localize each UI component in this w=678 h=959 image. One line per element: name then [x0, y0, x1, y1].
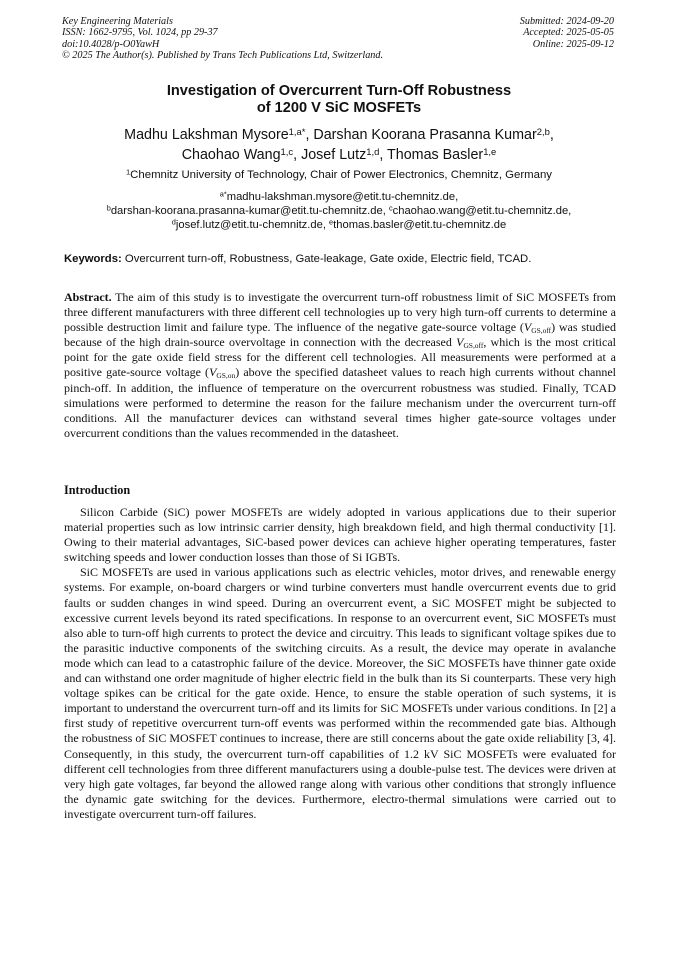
doi-line: doi:10.4028/p-O0YawH [62, 38, 160, 50]
author-name: Madhu Lakshman Mysore [124, 127, 289, 143]
abstract [64, 290, 616, 441]
email-line-2 [0, 204, 678, 218]
symbol-vgs-off: $V_{GS,off}$ [456, 335, 484, 351]
copyright-line: © 2025 The Author(s). Published by Trans Tech Publications Ltd, Switzerland. [62, 50, 384, 62]
accepted-date: Accepted: 2025-05-05 [523, 27, 614, 39]
abstract-text: ) above the specified datasheet values to reach high currents without channel pinch-off. In addition, the influence of temperature on the overcurrent robustness was studied. Finally, TCAD simulations were performed to determine the reason for the failure mechanism under the overcurrent turn-off conditions. All the manufacturer devices can withstand several times higher gate-source voltages under overcurrent conditions than the values recommended in the datasheet. [64, 365, 616, 440]
journal-header [62, 16, 383, 62]
author-name: Josef Lutz [301, 147, 367, 163]
email-sup: b [106, 203, 111, 213]
dates-header [520, 16, 614, 50]
email-link[interactable]: darshan-koorana.prasanna-kumar@etit.tu-chemnitz.de, [110, 205, 389, 217]
email-sup: c [388, 203, 393, 213]
keywords-text: Overcurrent turn-off, Robustness, Gate-leakage, Gate oxide, Electric field, TCAD. [121, 253, 532, 265]
affiliation [0, 168, 678, 182]
email-link[interactable]: thomas.basler@etit.tu-chemnitz.de [333, 219, 507, 231]
introduction-body [64, 505, 616, 822]
affiliation-text: Chemnitz University of Technology, Chair of Power Electronics, Chemnitz, Germany [130, 169, 552, 181]
authors-line-2: Chaohao Wang$^{1,c}$, Josef Lutz$^{1,d}$, Thomas Basler$^{1,e}$ [181, 145, 497, 163]
affiliation-sup: 1 [125, 167, 131, 177]
author-name: Chaohao Wang [181, 147, 281, 163]
journal-name: Key Engineering Materials [62, 16, 173, 27]
symbol-vgs-off: $V_{GS,off}$ [523, 320, 552, 336]
paper-title [0, 83, 678, 117]
abstract-label: Abstract. [64, 290, 112, 304]
paragraph: Silicon Carbide (SiC) power MOSFETs are widely adopted in various applications due to their superior material properties such as low intrinsic carrier density, high breakdown field, and high thermal conductivity [1]. Owing to their material advantages, SiC-based power devices can achieve higher operating temperatures, faster switching speeds and lower conduction losses than those of Si IGBTs. [64, 505, 616, 565]
author-sup: 2,b [536, 125, 550, 137]
email-link[interactable]: chaohao.wang@etit.tu-chemnitz.de, [392, 205, 572, 217]
author-list [0, 125, 678, 165]
abstract-text: ) was studied because of the high drain-source overvoltage in connection with the decreased [64, 320, 617, 350]
email-link[interactable]: josef.lutz@etit.tu-chemnitz.de, [175, 219, 330, 231]
keywords [64, 252, 616, 266]
paragraph: SiC MOSFETs are used in various applications such as electric vehicles, motor drives, and renewable energy systems. For example, on-board chargers or wind turbine converters must handle overcurrent events due to grid faults or sudden changes in wind speed. During an overcurrent event, a SiC MOSFET might be subjected to excessive current levels beyond its rated specifications. In response to an overcurrent event, SiC MOSFETs must also able to turn-off high currents to protect the device and circuitry. This leads to significant voltage spikes due to the parasitic inductive components of the switching circuits. As a result, the device may operate in avalanche mode which can lead to a catastrophic failure of the device. Moreover, the SiC MOSFETs have thinner gate oxide and can withstand one order magnitude of higher electric field in the bulk than its Si counterparts. These very high voltage spikes can be critical for the gate oxide. Hence, to ensure the stable operation of such systems, it is important to understand the overcurrent turn-off and its limits for SiC MOSFETs under various conditions. In [2] a first study of repetitive overcurrent turn-off events was performed within the recommended gate bias. Although the robustness of SiC MOSFET continues to increase, there are still concerns about the gate oxide reliability [3, 4]. Consequently, in this study, the overcurrent turn-off capabilities of 1.2 kV SiC MOSFETs were evaluated for different cell technologies from three different manufacturers using a double-pulse test. The devices were driven at very high gate voltages, far beyond the allowed range along with various other conditions that strongly influence the dynamic gate switching for the devices. Furthermore, electro-thermal simulations were carried out to investigate overcurrent turn-off failures. [64, 565, 616, 821]
email-link[interactable]: madhu-lakshman.mysore@etit.tu-chemnitz.de, [226, 191, 459, 203]
email-sup: e [329, 217, 334, 227]
issn-line: ISSN: 1662-9795, Vol. 1024, pp 29-37 [62, 27, 218, 39]
online-date: Online: 2025-09-12 [532, 38, 614, 50]
email-sup: a* [219, 189, 227, 199]
email-line-1 [0, 190, 678, 204]
author-sup: 1,e [483, 145, 497, 157]
authors-line-1: Madhu Lakshman Mysore$^{1,a*}$, Darshan Koorana Prasanna Kumar$^{2,b}$, [124, 125, 554, 143]
email-block [0, 190, 678, 232]
author-sup: 1,a* [288, 125, 306, 137]
email-line-3 [0, 218, 678, 232]
author-sup: 1,c [280, 145, 294, 157]
keywords-label: Keywords: [64, 253, 122, 265]
author-sup: 1,d [366, 145, 380, 157]
author-name: Darshan Koorana Prasanna Kumar [313, 127, 537, 143]
abstract-text: The aim of this study is to investigate the overcurrent turn-off robustness limit of SiC MOSFETs from three different manufacturers with three different cell technologies up to very high turn-off currents to determine a possible destruction limit and failure type. The influence of the negative gate-source voltage ( [64, 290, 616, 335]
section-heading-introduction: Introduction [64, 483, 131, 497]
email-sup: d [171, 217, 176, 227]
abstract-text: , which is the most critical point for the gate oxide field stress for the different cell technologies. All measurements were performed at a positive gate-source voltage ( [64, 335, 616, 380]
title-line-1: Investigation of Overcurrent Turn-Off Robustness [166, 83, 512, 99]
title-line-2: of 1200 V SiC MOSFETs [256, 100, 422, 116]
author-name: Thomas Basler [387, 147, 484, 163]
symbol-vgs-on: $V_{GS,on}$ [209, 365, 236, 381]
submitted-date: Submitted: 2024-09-20 [519, 16, 614, 27]
